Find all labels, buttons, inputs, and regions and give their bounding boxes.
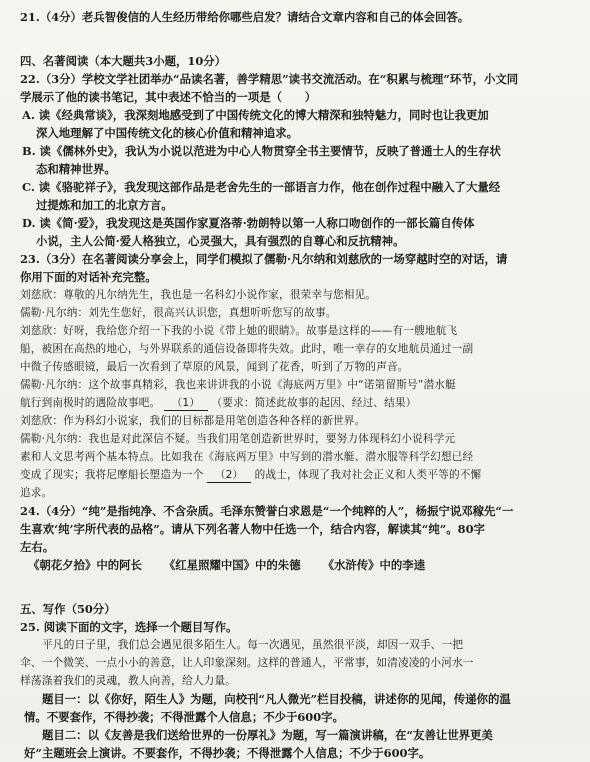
dialogue-line: 儒勒·凡尔纳：这个故事真精彩，我也来讲讲我的小说《海底两万里》中“诺第留斯号”潜水艇 (20, 379, 456, 391)
blank-2-post: 的战士，体现了我对社会正义和人类平等的不懈 (254, 469, 482, 481)
dialogue-line-with-blank-2 (20, 466, 576, 484)
book-options (20, 556, 576, 574)
topic-2-cont: 好”主题班会上演讲。不要套作，不得抄袭；不得泄露个人信息；不少于600字。 (24, 746, 431, 760)
dialogue-line: 刘慈欣：好呀，我给您介绍一下我的小说《带上她的眼睛》。故事是这样的——有一艘地航飞 (20, 325, 458, 337)
option-c-cont: 过提炼和加工的北京方言。 (36, 198, 173, 212)
topic-1: 题目一：以《你好，陌生人》为题，向校刊“凡人微光”栏目投稿，讲述你的见闻，传递你的温 (42, 692, 511, 706)
section-5-title: 五、写作（50分） (20, 602, 116, 616)
book-option: 《朝花夕拾》中的阿长 (28, 558, 142, 572)
question-24-line-3: 左右。 (20, 540, 55, 554)
option-c: C. 读《骆驼祥子》，我发现这部作品是老舍先生的一部语言力作，他在创作过程中融入了大量经 (22, 180, 501, 194)
question-24-line-2: 生喜欢‘纯’字所代表的品格”。请从下列名著人物中任选一个，结合内容，解读其“纯”。80字 (20, 522, 485, 536)
question-22-line-1: 22.（3分）学校文学社团举办“品读名著，善学精思”读书交流活动。在“积累与梳理”环节，小文同 (20, 72, 519, 86)
blank-2: （2） (207, 468, 251, 483)
dialogue-line: 儒勒·凡尔纳：我也是对此深信不疑。当我们用笔创造新世界时，要努力体现科幻小说科学元 (20, 433, 456, 445)
dialogue-text: 航行到南极时的遇险故事吧。 (20, 397, 161, 409)
option-d: D. 读《简·爱》，我发现这是英国作家夏洛蒂·勃朗特以第一人称口吻创作的一部长篇自传体 (22, 216, 475, 230)
question-21: 21.（4分）老兵智俊信的人生经历带给你哪些启发？请结合文章内容和自己的体会回答。 (20, 10, 470, 24)
blank-1: （1） (164, 396, 208, 411)
dialogue-line: 船，被困在高热的地心，与外界联系的通信设备即将失效。此时，唯一幸存的女地航员通过一副 (20, 343, 474, 355)
dialogue-line: 素和人文思考两个基本特点。比如我在《海底两万里》中写到的潜水艇、潜水服等科学幻想已经 (20, 451, 474, 463)
blank-1-note: （要求：简述此故事的起因、经过、结果） (211, 397, 417, 409)
question-24-line-1: 24.（4分）“纯”是指纯净、不含杂质。毛泽东赞誉白求恩是“一个纯粹的人”，杨振宁说邓稼先“一 (20, 504, 514, 518)
passage-line: 样荡涤着我们的灵魂，教人向善，给人力量。 (20, 674, 236, 687)
dialogue-line: 中微子传感眼镜，最后一次看到了草原的风景，闻到了花香，听到了万物的声音。 (20, 361, 409, 373)
question-23-line-2: 你用下面的对话补充完整。 (20, 270, 157, 284)
option-b-cont: 态和精神世界。 (36, 162, 116, 176)
dialogue-line: 儒勒·凡尔纳：刘先生您好，很高兴认识您，真想听听您写的故事。 (20, 307, 337, 319)
option-d-cont: 小说，主人公简·爱人格独立，心灵强大，具有强烈的自尊心和反抗精神。 (36, 234, 405, 248)
book-option: 《红星照耀中国》中的朱德 (163, 558, 301, 572)
dialogue-line: 追求。 (20, 487, 53, 499)
passage-line: 平凡的日子里，我们总会遇见很多陌生人。每一次遇见，虽然很平淡，却因一双手、一把 (42, 638, 464, 651)
option-b: B. 读《儒林外史》，我认为小说以范进为中心人物贯穿全书主要情节，反映了普通士人的生存状 (22, 144, 501, 158)
passage-line: 伞、一个微笑、一点小小的善意，让人印象深刻。这样的普通人，平常事，如清凌凌的小河水一 (20, 656, 474, 669)
book-option: 《水浒传》中的李逵 (322, 558, 426, 572)
dialogue-line-with-blank-1 (20, 394, 576, 412)
option-a-cont: 深入地理解了中国传统文化的核心价值和精神追求。 (36, 126, 298, 140)
blank-2-pre: 变成了现实；我将尼摩船长塑造为一个 (20, 469, 204, 481)
question-23-line-1: 23.（3分）在名著阅读分享会上，同学们模拟了儒勒·凡尔纳和刘慈欣的一场穿越时空的对话，请 (20, 252, 508, 266)
dialogue-line: 刘慈欣：尊敬的凡尔纳先生，我也是一名科幻小说作家，很荣幸与您相见。 (20, 289, 377, 301)
question-22-line-2: 学展示了他的读书笔记，其中表述不恰当的一项是（ ） (20, 90, 317, 104)
section-4-title: 四、名著阅读（本大题共3小题，10分） (20, 54, 227, 68)
option-a: A. 读《经典常谈》，我深刻地感受到了中国传统文化的博大精深和独特魅力，同时也让我更加 (22, 108, 489, 122)
topic-2: 题目二：以《友善是我们送给世界的一份厚礼》为题，写一篇演讲稿，在“友善让世界更美 (42, 728, 493, 742)
dialogue-line: 刘慈欣：作为科幻小说家，我们的目标都是用笔创造各种各样的新世界。 (20, 415, 366, 427)
topic-1-cont: 情。不要套作，不得抄袭；不得泄露个人信息；不少于600字。 (24, 710, 344, 724)
question-25: 25. 阅读下面的文字，选择一个题目写作。 (20, 620, 238, 634)
